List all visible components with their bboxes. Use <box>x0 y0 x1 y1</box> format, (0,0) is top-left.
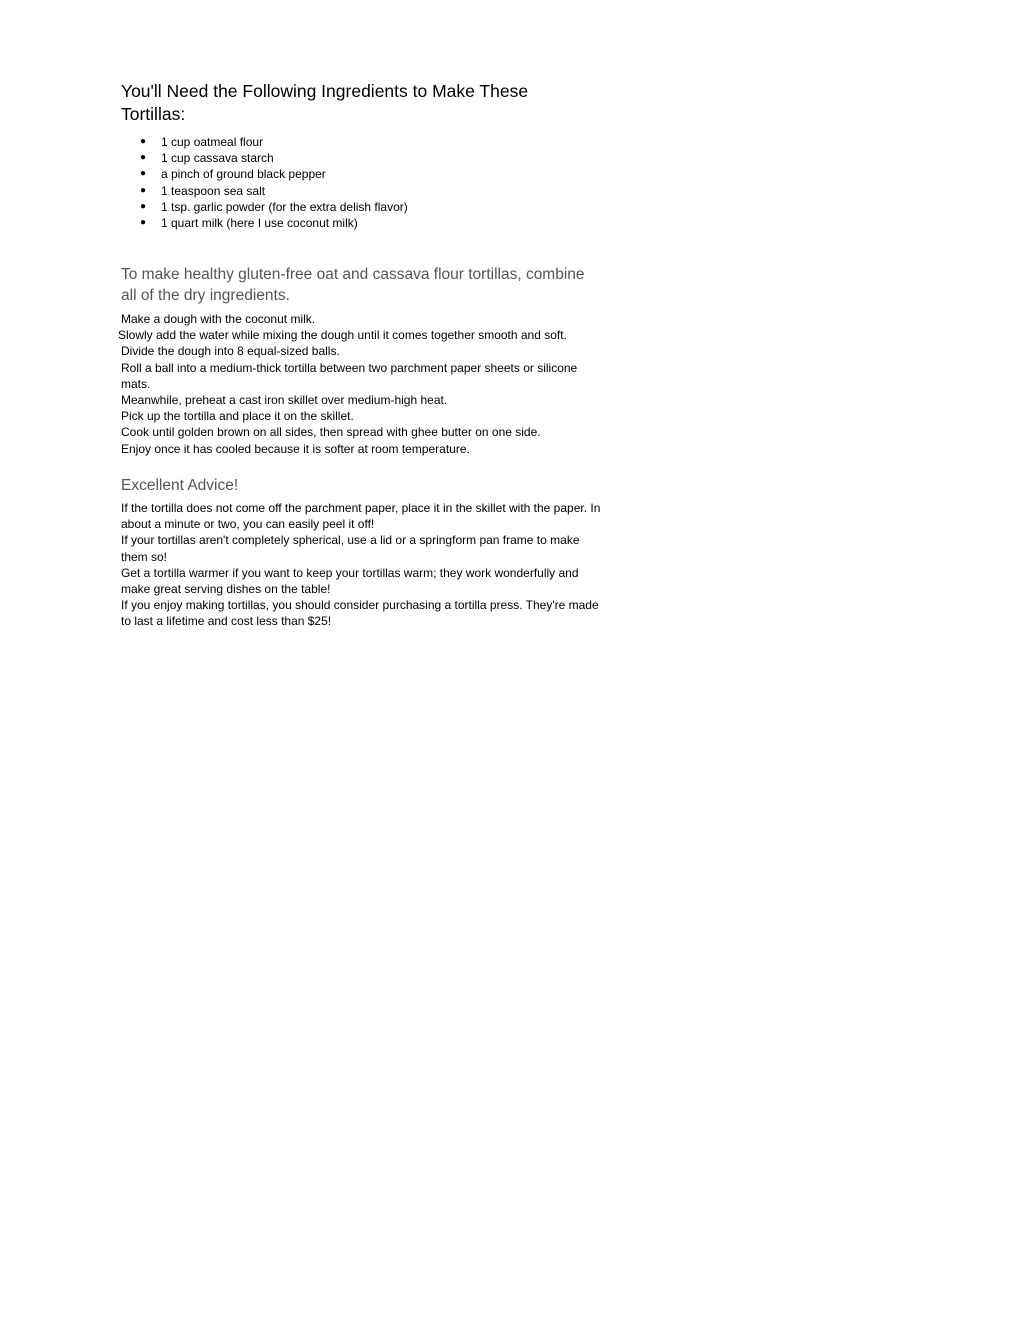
bullet-icon: ● <box>140 152 147 164</box>
ingredient-text: 1 cup cassava starch <box>161 151 274 166</box>
method-step: Divide the dough into 8 equal-sized balls. <box>121 344 340 359</box>
method-step: Roll a ball into a medium-thick tortilla between two parchment paper sheets or silicone mats. <box>121 360 578 391</box>
advice-list <box>121 500 603 630</box>
ingredient-text: 1 teaspoon sea salt <box>161 183 266 198</box>
advice-item: If your tortillas aren't completely spherical, use a lid or a springform pan frame to make them so! <box>121 533 580 564</box>
advice-item: If you enjoy making tortillas, you should consider purchasing a tortilla press. They're made to last a lifetime and cost less than $25! <box>121 598 599 629</box>
advice-item: If the tortilla does not come off the parchment paper, place it in the skillet with the paper. In about a minute or two, you can easily peel it off! <box>121 501 601 532</box>
ingredient-item <box>121 166 408 182</box>
method-step: Slowly add the water while mixing the dough until it comes together smooth and soft. <box>118 328 567 343</box>
ingredient-text: 1 cup oatmeal flour <box>161 135 264 149</box>
ingredient-text: 1 quart milk (here I use coconut milk) <box>161 216 358 231</box>
advice-heading: Excellent Advice! <box>121 477 239 494</box>
ingredient-item <box>121 199 408 215</box>
bullet-icon: ● <box>140 200 147 212</box>
ingredient-item <box>121 183 408 199</box>
method-steps <box>118 311 601 457</box>
method-step: Meanwhile, preheat a cast iron skillet over medium-high heat. <box>121 393 448 408</box>
method-step: Pick up the tortilla and place it on the skillet. <box>121 409 354 424</box>
ingredients-heading: You'll Need the Following Ingredients to Make These Tortillas: <box>121 81 529 124</box>
bullet-icon: ● <box>140 136 147 147</box>
ingredient-text: 1 tsp. garlic powder (for the extra delish flavor) <box>161 199 408 214</box>
method-step: Enjoy once it has cooled because it is softer at room temperature. <box>121 441 470 456</box>
method-heading: To make healthy gluten-free oat and cassava flour tortillas, combine all of the dry ingredients. <box>121 266 585 304</box>
advice-item: Get a tortilla warmer if you want to keep your tortillas warm; they work wonderfully and make great serving dishes on the table! <box>121 565 579 597</box>
bullet-icon: ● <box>140 184 147 196</box>
method-step: Make a dough with the coconut milk. <box>121 312 316 326</box>
bullet-icon: ● <box>140 168 147 180</box>
ingredient-item <box>121 215 408 231</box>
method-step: Cook until golden brown on all sides, then spread with ghee butter on one side. <box>121 425 541 440</box>
ingredient-list <box>121 134 408 231</box>
ingredient-text: a pinch of ground black pepper <box>161 167 326 182</box>
ingredient-item <box>121 134 408 150</box>
bullet-icon: ● <box>140 217 147 229</box>
ingredient-item <box>121 150 408 166</box>
